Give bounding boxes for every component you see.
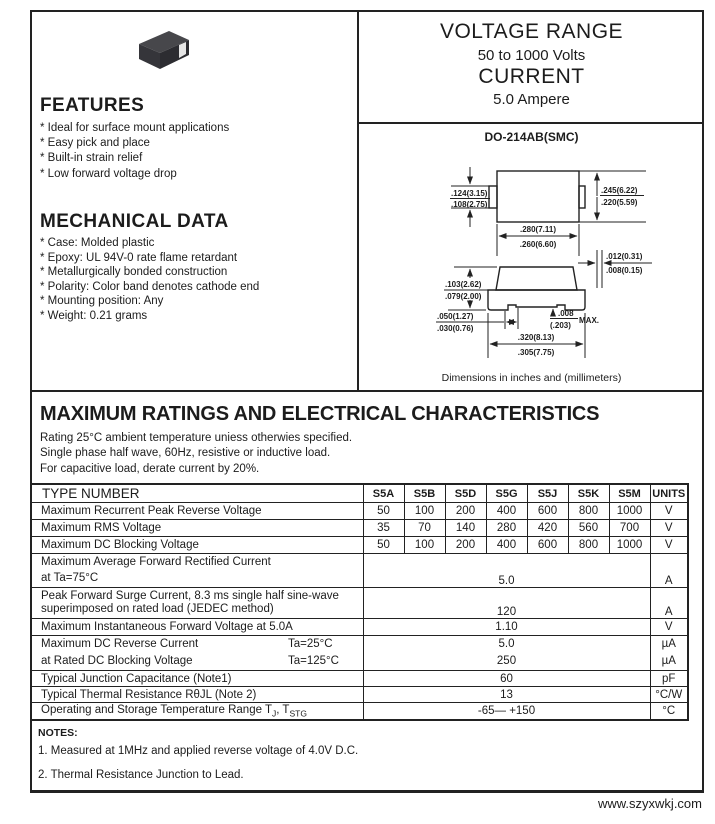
dim-tab-width-in: .124(3.15): [451, 189, 488, 198]
row-param: Typical Thermal Resistance RθJL (Note 2): [31, 687, 363, 703]
cell-unit: A: [650, 588, 688, 619]
mechanical-item: * Weight: 0.21 grams: [40, 309, 148, 322]
header-s5b: S5B: [404, 484, 445, 503]
dim-standoff-max: MAX.: [579, 316, 599, 325]
cell-unit: V: [650, 537, 688, 554]
dim-lead-thickness-mm: .008(0.15): [606, 266, 643, 275]
mechanical-item: * Epoxy: UL 94V-0 rate flame retardant: [40, 251, 238, 264]
dim-standoff-mm: (.203): [550, 321, 571, 330]
cell-unit: °C/W: [650, 687, 688, 703]
cell-value: 70: [404, 520, 445, 537]
dim-profile-height-mm: .079(2.00): [445, 292, 482, 301]
cell-value: 100: [404, 537, 445, 554]
table-row: [31, 537, 688, 554]
note-item: 1. Measured at 1MHz and applied reverse voltage of 4.0V D.C.: [38, 745, 359, 757]
features-title: FEATURES: [40, 95, 145, 116]
cell-value: 400: [486, 537, 527, 554]
dim-overall-width-mm: .305(7.75): [517, 348, 555, 357]
cell-value: 400: [486, 503, 527, 520]
mechanical-item: * Metallurgically bonded construction: [40, 266, 228, 278]
cell-value: 700: [609, 520, 650, 537]
table-row: [31, 588, 688, 619]
dim-lead-thickness-in: .012(0.31): [606, 252, 643, 261]
ratings-conditions: [40, 431, 352, 477]
cell-value: 5.0 250: [363, 636, 650, 671]
condition-value: Ta=25°C: [288, 638, 333, 650]
features-list: [40, 121, 229, 182]
table-row: [31, 687, 688, 703]
package-dimension-drawing: [420, 152, 704, 364]
header-s5k: S5K: [568, 484, 609, 503]
cell-value: 35: [363, 520, 404, 537]
condition-line: Single phase half wave, 60Hz, resistive or inductive load.: [40, 447, 331, 460]
cell-value: 420: [527, 520, 568, 537]
dim-body-width-in: .280(7.11): [519, 225, 557, 234]
cell-value: 120: [363, 588, 650, 619]
condition-value: Ta=125°C: [288, 655, 339, 667]
cell-value: 200: [445, 537, 486, 554]
cell-value: 280: [486, 520, 527, 537]
dim-overall-width-in: .320(8.13): [517, 333, 555, 342]
package-name: DO-214AB(SMC): [484, 130, 579, 144]
cell-value: 1.10: [363, 619, 650, 636]
row-param: [31, 554, 363, 588]
header-s5m: S5M: [609, 484, 650, 503]
cell-unit: V: [650, 503, 688, 520]
cell-value: 600: [527, 503, 568, 520]
cell-value: 200: [445, 503, 486, 520]
table-row: [31, 503, 688, 520]
param-line: Peak Forward Surge Current, 8.3 ms single half sine-wave: [41, 590, 339, 602]
row-param: Maximum RMS Voltage: [31, 520, 363, 537]
mechanical-item: * Case: Molded plastic: [40, 237, 155, 249]
header-s5g: S5G: [486, 484, 527, 503]
row-param: Maximum Instantaneous Forward Voltage at 5.0A: [31, 619, 363, 636]
feature-item: * Low forward voltage drop: [40, 167, 177, 180]
header-s5d: S5D: [445, 484, 486, 503]
cell-unit: µA µA: [650, 636, 688, 671]
cell-value: 50: [363, 537, 404, 554]
cell-value: 560: [568, 520, 609, 537]
table-row: [31, 671, 688, 687]
cell-value: 60: [363, 671, 650, 687]
smd-chip-image: [133, 27, 195, 77]
table-header-row: [31, 484, 688, 503]
cell-value: 1000: [609, 503, 650, 520]
param-line: Maximum DC Reverse Current Ta=25°C: [41, 638, 333, 650]
table-row: [31, 554, 688, 588]
cell-unit: A: [650, 554, 688, 588]
mechanical-data-list: [40, 236, 259, 323]
condition-line: For capacitive load, derate current by 20%.: [40, 462, 260, 475]
dim-foot-length-in: .050(1.27): [437, 312, 474, 321]
notes-title: NOTES:: [38, 727, 78, 739]
dim-body-height-in: .245(6.22): [601, 186, 638, 195]
package-top-view: [450, 167, 646, 256]
table-row: [31, 619, 688, 636]
feature-item: * Easy pick and place: [40, 137, 150, 150]
table-row: [31, 703, 688, 721]
cell-value: 1000: [609, 537, 650, 554]
param-line: Maximum Average Forward Rectified Current: [41, 556, 271, 568]
cell-unit: V: [650, 619, 688, 636]
package-side-view: [436, 250, 652, 358]
cell-value: 50: [363, 503, 404, 520]
ratings-title: MAXIMUM RATINGS AND ELECTRICAL CHARACTERISTICS: [40, 403, 600, 425]
header-s5j: S5J: [527, 484, 568, 503]
cell-unit: V: [650, 520, 688, 537]
dim-profile-height-in: .103(2.62): [445, 280, 482, 289]
dim-body-height-mm: .220(5.59): [601, 198, 638, 207]
cell-value: 600: [527, 537, 568, 554]
dim-tab-width-mm: .108(2.75): [451, 200, 488, 209]
row-param: [31, 588, 363, 619]
dimensions-note: Dimensions in inches and (millimeters): [441, 372, 622, 384]
row-param: Maximum DC Blocking Voltage: [31, 537, 363, 554]
mechanical-data-title: MECHANICAL DATA: [40, 211, 229, 232]
mechanical-item: * Mounting position: Any: [40, 295, 164, 307]
dim-foot-length-mm: .030(0.76): [437, 324, 474, 333]
dim-body-width-mm: .260(6.60): [519, 240, 557, 249]
cell-value: 140: [445, 520, 486, 537]
note-item: 2. Thermal Resistance Junction to Lead.: [38, 769, 244, 781]
cell-unit: °C: [650, 703, 688, 721]
current-value: 5.0 Ampere: [493, 91, 570, 108]
header-type-number: TYPE NUMBER: [31, 484, 363, 503]
feature-item: * Ideal for surface mount applications: [40, 122, 230, 134]
voltage-range-label: VOLTAGE RANGE: [439, 20, 624, 43]
param-line: superimposed on rated load (JEDEC method): [41, 603, 274, 615]
site-url-link[interactable]: www.szyxwkj.com: [597, 796, 702, 811]
param-line: at Rated DC Blocking Voltage Ta=125°C: [41, 655, 339, 667]
row-param: Maximum Recurrent Peak Reverse Voltage: [31, 503, 363, 520]
dim-standoff-in: .008: [558, 309, 574, 318]
row-param: [31, 636, 363, 671]
header-s5a: S5A: [363, 484, 404, 503]
cell-value: 5.0: [363, 554, 650, 588]
ratings-table: [30, 483, 689, 721]
right-panel-divider: [359, 122, 704, 124]
cell-value: 800: [568, 503, 609, 520]
header-units: UNITS: [650, 484, 688, 503]
condition-line: Rating 25°C ambient temperature uniess otherwies specified.: [40, 432, 353, 444]
cell-value: 100: [404, 503, 445, 520]
row-param: Typical Junction Capacitance (Note1): [31, 671, 363, 687]
param-line: at Ta=75°C: [41, 572, 99, 584]
cell-value: 800: [568, 537, 609, 554]
row-param: Operating and Storage Temperature Range $T_J$, $T_{STG}$: [31, 703, 363, 721]
current-label: CURRENT: [478, 65, 585, 88]
cell-value: -65— +150: [363, 703, 650, 721]
cell-unit: pF: [650, 671, 688, 687]
mechanical-item: * Polarity: Color band denotes cathode end: [40, 280, 260, 293]
table-row: [31, 520, 688, 537]
feature-item: * Built-in strain relief: [40, 152, 143, 165]
voltage-range-value: 50 to 1000 Volts: [477, 47, 586, 64]
section-divider: [30, 390, 704, 392]
table-row: [31, 636, 688, 671]
cell-value: 13: [363, 687, 650, 703]
